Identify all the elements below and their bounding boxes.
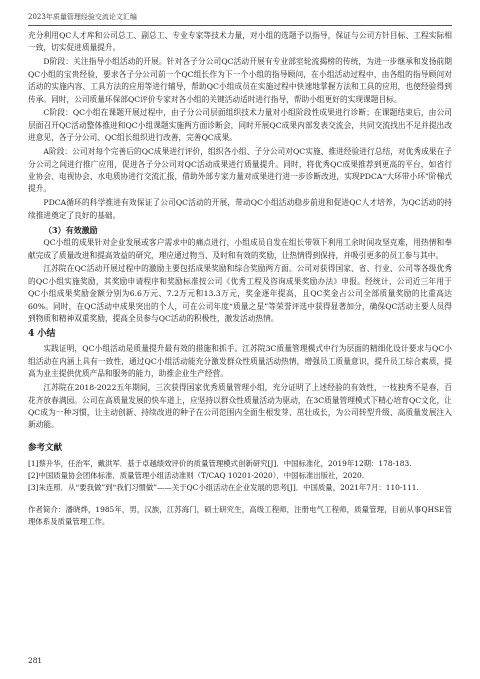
section-heading: 4 小结 bbox=[28, 329, 56, 340]
subsection-heading: （3）有效激励 bbox=[44, 225, 98, 236]
body-paragraph: C阶段：QC小组在课题开展过程中，由子分公司层面组织技术力量对小组阶段性成果进行诊断；在课题结束后，由公司层面召开QC活动整体推进和QC小组课题实施两方面诊断会，同时开展QC成果内部发表交流会，共同交流找出不足并提出改进意见，各子分公司、QC组长组织进行改善，完善QC成果。 bbox=[28, 108, 452, 143]
running-header: 2023年质量管理经验交流论文汇编 bbox=[28, 12, 452, 26]
reference-item: [2]中国质量协会团体标准．质量管理小组活动准则（T/CAQ 10201-2020）．中国标准出版社，2020. bbox=[28, 470, 365, 480]
body-paragraph: 实践证明，QC小组活动是质量提升最有效的措施和抓手。江苏院3C质量管理模式中行为层面的精细化设计要求与QC小组活动在内涵上具有一致性，通过QC小组活动能充分激发群众性质量活动热情，增强员工质量意识，提升员工综合素质，提高为业主提供优质产品和服务的能力，助推企业生产经营。 bbox=[28, 344, 452, 379]
body-paragraph: D阶段：关注指导小组活动的开展。针对各子分公司QC活动开展有专业部室轮流揭榜的传统，为进一步继承和发扬前期QC小组的宝贵经验，要求各子分公司前一个QC组长作为下一个小组的指导顾问，在小组活动过程中，由各组的指导顾问对活动的实施内容、工具方法的应用等进行辅导，帮助QC小组成员在实施过程中快速地掌握方法和工具的应用，也使经验得到传承。同时，公司质量环保部QC评价专家对各小组的关键活动适时进行指导，帮助小组更好的实现课题目标。 bbox=[28, 57, 452, 104]
body-paragraph: PDCA循环的科学推进有效保证了公司QC活动的开展，带动QC小组活动稳步前进和促进QC人才培养，为QC活动的持续推进奠定了良好的基础。 bbox=[28, 198, 452, 220]
body-paragraph: 江苏院在QC活动开展过程中的激励主要包括成果奖励和综合奖励两方面。公司对获得国家、省、行业、公司等各级优秀的QC小组实施奖励，其奖励申请程序和奖励标准按公司《优秀工程及咨询成果奖励办法》申报。经统计，公司近三年用于QC小组成果奖励金额分别为6.6万元、7.2万元和13.3万元，奖金逐年提高，且QC奖金占公司全部质量奖励的比重高达60%。同时，在QC活动中成果突出的个人，可在公司年度“质量之星”等荣誉评选中获得显著加分，确保QC活动主要人员得到物质和精神双重奖励，提高全员参与QC活动的积极性，激发活动热情。 bbox=[28, 264, 452, 324]
reference-item: [3]朱连照．从“要我做”到“我们习惯做”——关于QC小组活动在企业发展的思考[J]．中国质量，2021年7月：110-111. bbox=[28, 482, 419, 492]
author-bio: 作者简介：潘晓烨，1985年，男，汉族，江苏海门，硕士研究生，高级工程师，注册电气工程师，质量管理，目前从事QHSE管理体系及质量管理工作。 bbox=[28, 504, 452, 526]
body-paragraph: QC小组的成果针对企业发展或客户需求中的痛点进行，小组成员自发在组长带领下利用工余时间攻坚克难，用热情和奉献完成了质量改进和提高效益的研究，理应通过物当、及时和有效的奖励，让热情得到保持，并吸引更多的员工参与其中。 bbox=[28, 238, 452, 260]
article-body bbox=[28, 30, 452, 529]
body-paragraph: 充分利用QC人才库和公司总工、副总工、专业专家等技术力量，对小组的选题予以指导，保证与公司方针目标、工程实际相一致，切实促进质量提升。 bbox=[28, 31, 452, 53]
page-number: 281 bbox=[28, 656, 43, 665]
references-heading: 参考文献 bbox=[28, 442, 63, 453]
body-paragraph: A阶段：公司对每个完善后的QC成果进行评价，组织各小组、子分公司对QC实施、推进经验进行总结，对优秀成果在子分公司之间进行推广应用，促进各子分公司对QC活动成果进行质量提升。同时，将优秀QC成果推荐到更高的平台，如省行业协会、电视协会、水电质协进行交流汇报，借助外部专家力量对成果进行进一步诊断改进，实现PDCA“大环带小环”阶梯式提升。 bbox=[28, 147, 452, 194]
body-paragraph: 江苏院在2018-2022五年期间，三次获得国家优秀质量管理小组，充分证明了上述经验的有效性，一枝独秀不是春，百花齐放春满园。公司在高质量发展的快车道上，应坚持以群众性质量活动为驱动，在3C质量管理模式下精心培育QC文化，让QC成为一种习惯，让主动创新、持续改进的种子在公司范围内全面生根发芽、茁壮成长，为公司转型升级、高质量发展注入新动能。 bbox=[28, 383, 452, 430]
reference-item: [1]蔡升华，任治军，戴洪军．基于卓越绩效评价的质量管理模式创新研究[J]．中国标准化，2019年12期：178-183. bbox=[28, 458, 412, 468]
